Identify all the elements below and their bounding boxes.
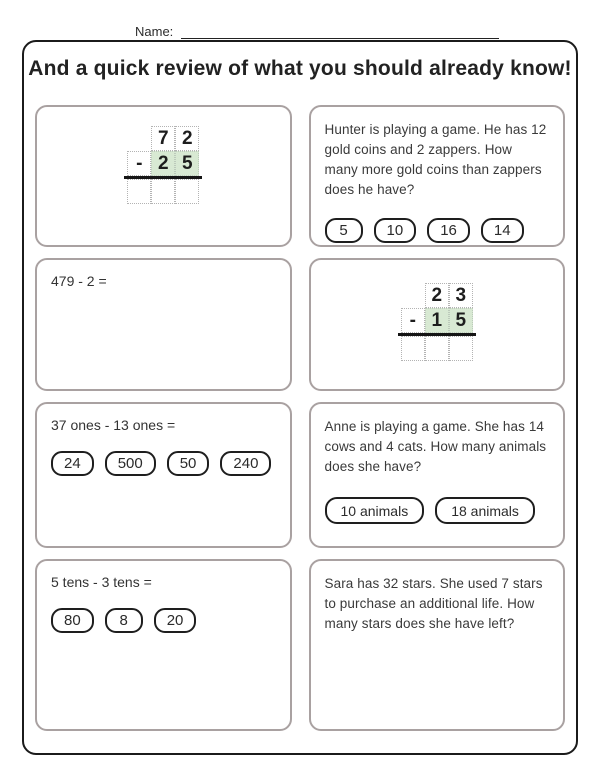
worksheet-sheet [22, 40, 578, 755]
equation-text: 37 ones - 13 ones = [51, 417, 176, 433]
name-input-line[interactable] [181, 24, 499, 39]
column-subtraction-grid [401, 283, 473, 361]
minuend-ones-digit: 3 [449, 283, 473, 308]
answer-choices [325, 218, 550, 243]
answer-cell[interactable] [401, 336, 425, 361]
word-problem-text: Sara has 32 stars. She used 7 stars to purchase an additional life. How many stars does she have left? [324, 576, 543, 631]
choice-pill[interactable]: 50 [167, 451, 210, 476]
subtrahend-ones-digit: 5 [175, 151, 199, 176]
choice-pill[interactable]: 10 [374, 218, 417, 243]
grid-spacer [127, 126, 151, 151]
problem-box-word-hunter [309, 105, 566, 247]
minuend-tens-digit: 7 [151, 126, 175, 151]
choice-pill[interactable]: 240 [220, 451, 271, 476]
choice-pill[interactable]: 500 [105, 451, 156, 476]
grid-spacer [401, 283, 425, 308]
name-field-row [135, 24, 499, 39]
answer-choices [51, 608, 276, 633]
problem-box-equation-479 [35, 258, 292, 391]
choice-pill[interactable]: 14 [481, 218, 524, 243]
answer-cell[interactable] [175, 179, 199, 204]
subtrahend-ones-digit: 5 [449, 308, 473, 333]
choice-pill[interactable]: 16 [427, 218, 470, 243]
answer-cell[interactable] [449, 336, 473, 361]
choice-pill[interactable]: 10 animals [325, 497, 425, 524]
choice-pill[interactable]: 24 [51, 451, 94, 476]
problem-box-subtraction-23-15 [309, 258, 566, 391]
subtrahend-tens-digit: 1 [425, 308, 449, 333]
operator-sign: - [401, 308, 425, 333]
problem-box-ones-subtraction [35, 402, 292, 548]
choice-pill[interactable]: 20 [154, 608, 197, 633]
equation-text: 479 - 2 = [51, 273, 107, 289]
choice-pill[interactable]: 8 [105, 608, 143, 633]
operator-sign: - [127, 151, 151, 176]
answer-choices [325, 497, 550, 524]
choice-pill[interactable]: 18 animals [435, 497, 535, 524]
subtrahend-tens-digit: 2 [151, 151, 175, 176]
answer-cell[interactable] [425, 336, 449, 361]
column-subtraction-grid [127, 126, 199, 204]
problem-box-word-sara [309, 559, 566, 731]
problem-box-word-anne [309, 402, 566, 548]
choice-pill[interactable]: 80 [51, 608, 94, 633]
answer-choices [51, 451, 276, 476]
answer-cell[interactable] [151, 179, 175, 204]
choice-pill[interactable]: 5 [325, 218, 363, 243]
word-problem-text: Anne is playing a game. She has 14 cows and 4 cats. How many animals does she have? [324, 419, 547, 474]
problem-grid [24, 81, 576, 731]
word-problem-text: Hunter is playing a game. He has 12 gold coins and 2 zappers. How many more gold coins than zappers does he have? [324, 122, 547, 197]
equation-text: 5 tens - 3 tens = [51, 574, 152, 590]
minuend-ones-digit: 2 [175, 126, 199, 151]
problem-box-tens-subtraction [35, 559, 292, 731]
answer-cell[interactable] [127, 179, 151, 204]
name-label: Name: [135, 24, 174, 39]
worksheet-title: And a quick review of what you should already know! [28, 57, 572, 80]
minuend-tens-digit: 2 [425, 283, 449, 308]
problem-box-subtraction-72-25 [35, 105, 292, 247]
